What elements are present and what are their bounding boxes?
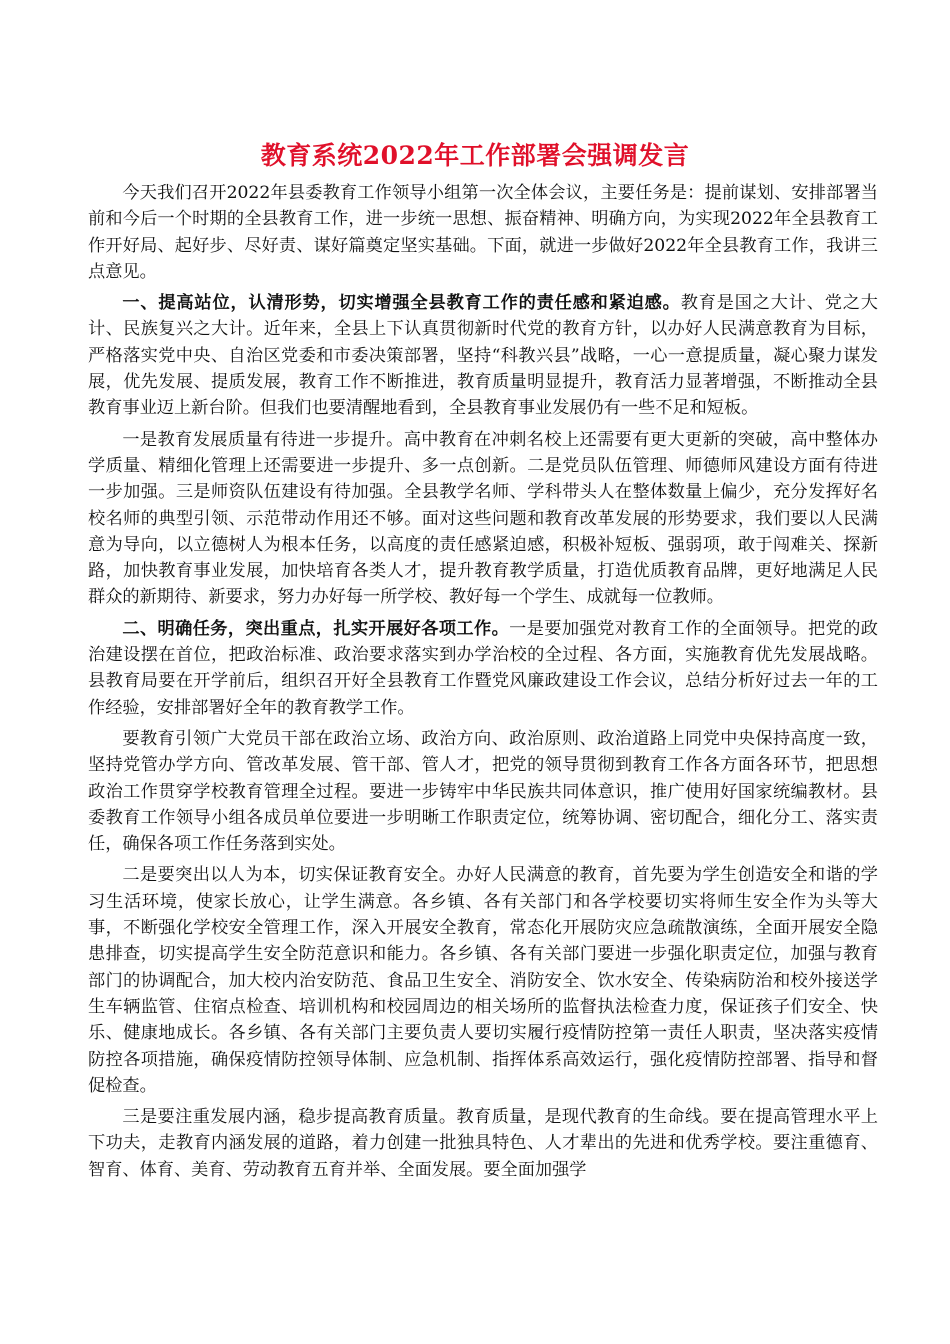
paragraph-quality — [88, 1104, 878, 1183]
paragraph-shortcomings — [88, 427, 878, 611]
paragraph-text: 三是要注重发展内涵，稳步提高教育质量。教育质量，是现代教育的生命线。要在提高管理水平上下功夫，走教育内涵发展的道路，着力创建一批独具特色、人才辈出的先进和优秀学校。要注重德育、智育、体育、美育、劳动教育五育并举、全面发展。要全面加强学 — [88, 1107, 878, 1180]
paragraph-text: 今天我们召开2022年县委教育工作领导小组第一次全体会议，主要任务是：提前谋划、安排部署当前和今后一个时期的全县教育工作，进一步统一思想、振奋精神、明确方向，为实现2022年全县教育工作开好局、起好步、尽好责、谋好篇奠定坚实基础。下面，就进一步做好2022年全县教育工作，我讲三点意见。 — [88, 183, 878, 282]
paragraph-text: 二是要突出以人为本，切实保证教育安全。办好人民满意的教育，首先要为学生创造安全和谐的学习生活环境，使家长放心，让学生满意。各乡镇、各有关部门和各学校要切实将师生安全作为头等大事，不断强化学校安全管理工作，深入开展安全教育，常态化开展防灾应急疏散演练，全面开展安全隐患排查，切实提高学生安全防范意识和能力。各乡镇、各有关部门要进一步强化职责定位，加强与教育部门的协调配合，加大校内治安防范、食品卫生安全、消防安全、饮水安全、传染病防治和校外接送学生车辆监管、住宿点检查、培训机构和校园周边的相关场所的监督执法检查力度，保证孩子们安全、快乐、健康地成长。各乡镇、各有关部门主要负责人要切实履行疫情防控第一责任人职责，坚决落实疫情防控各项措施，确保疫情防控领导体制、应急机制、指挥体系高效运行，强化疫情防控部署、指导和督促检查。 — [88, 865, 878, 1096]
paragraph-section-1 — [88, 290, 878, 421]
document-title: 教育系统2022年工作部署会强调发言 — [260, 141, 690, 170]
paragraph-intro — [88, 180, 878, 285]
paragraph-party-leadership — [88, 726, 878, 857]
paragraph-text: 要教育引领广大党员干部在政治立场、政治方向、政治原则、政治道路上同党中央保持高度一致，坚持党管办学方向、管改革发展、管干部、管人才，把党的领导贯彻到教育工作各方面各环节，把思想政治工作贯穿学校教育管理全过程。要进一步铸牢中华民族共同体意识，推广使用好国家统编教材。县委教育工作领导小组各成员单位要进一步明晰工作职责定位，统筹协调、密切配合，细化分工、落实责任，确保各项工作任务落到实处。 — [88, 728, 878, 855]
paragraph-section-2 — [88, 616, 878, 721]
paragraph-text: 教育是国之大计、党之大计、民族复兴之大计。近年来，全县上下认真贯彻新时代党的教育方针，以办好人民满意教育为目标，严格落实党中央、自治区党委和市委决策部署，坚持“科教兴县”战略，一心一意提质量，凝心聚力谋发展，优先发展、提质发展，教育工作不断推进，教育质量明显提升，教育活力显著增强，不断推动全县教育事业迈上新台阶。但我们也要清醒地看到，全县教育事业发展仍有一些不足和短板。 — [88, 293, 878, 419]
document-body — [88, 180, 878, 1188]
paragraph-text: 一是要加强党对教育工作的全面领导。把党的政治建设摆在首位，把政治标准、政治要求落实到办学治校的全过程、各方面，实施教育优先发展战略。县教育局要在开学前后，组织召开好全县教育工作暨党风廉政建设工作会议，总结分析好过去一年的工作经验，安排部署好全年的教育教学工作。 — [88, 618, 878, 718]
section-heading: 一、提高站位，认清形势，切实增强全县教育工作的责任感和紧迫感。 — [122, 293, 681, 314]
section-heading: 二、明确任务，突出重点，扎实开展好各项工作。 — [122, 618, 510, 639]
paragraph-safety — [88, 862, 878, 1099]
paragraph-text: 一是教育发展质量有待进一步提升。高中教育在冲刺名校上还需要有更大更新的突破，高中整体办学质量、精细化管理上还需要进一步提升、多一点创新。二是党员队伍管理、师德师风建设方面有待进一步加强。三是师资队伍建设有待加强。全县教学名师、学科带头人在整体数量上偏少，充分发挥好名校名师的典型引领、示范带动作用还不够。面对这些问题和教育改革发展的形势要求，我们要以人民满意为导向，以立德树人为根本任务，以高度的责任感紧迫感，积极补短板、强弱项，敢于闯难关、探新路，加快教育事业发展，加快培育各类人才，提升教育教学质量，打造优质教育品牌，更好地满足人民群众的新期待、新要求，努力办好每一所学校、教好每一个学生、成就每一位教师。 — [88, 429, 878, 608]
